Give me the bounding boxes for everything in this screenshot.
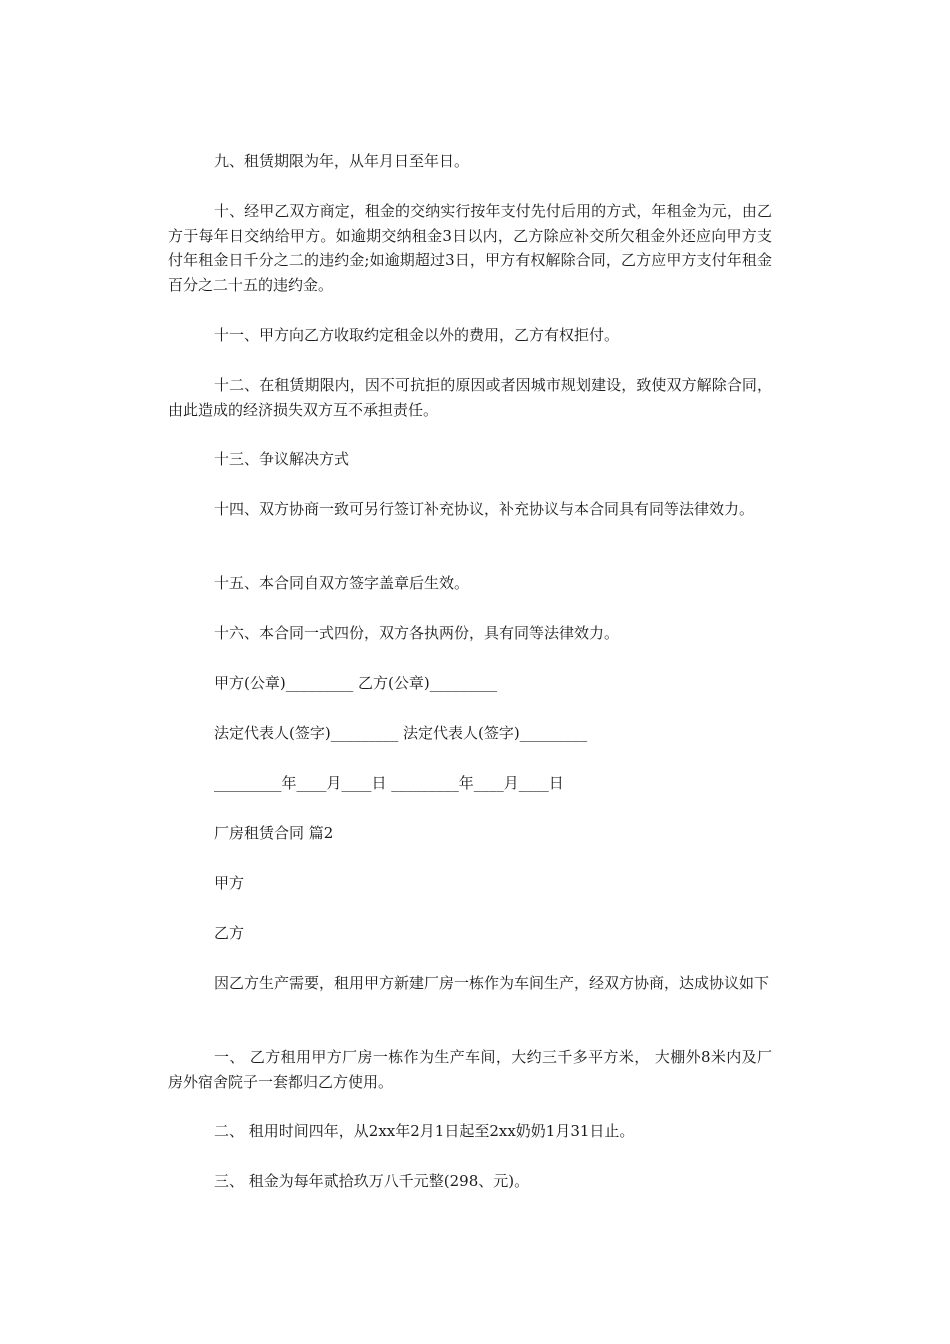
clause-16: 十六、本合同一式四份，双方各执两份，具有同等法律效力。 [214,624,620,642]
party-b-label: 乙方 [214,924,245,942]
party-a-label: 甲方 [214,874,245,892]
clause-12: 十二、在租赁期限内，因不可抗拒的原因或者因城市规划建设，致使双方解除合同，由此造成的经济损失双方互不承担责任。 [168,376,772,419]
signature-representative-line: 法定代表人(签字)_________ 法定代表人(签字)_________ [214,724,588,742]
clause-9: 九、租赁期限为年，从年月日至年日。 [214,152,470,170]
clause-14: 十四、双方协商一致可另行签订补充协议，补充协议与本合同具有同等法律效力。 [214,500,755,518]
article-2: 二、 租用时间四年，从2xx年2月1日起至2xx奶奶1月31日止。 [214,1122,635,1140]
clause-13: 十三、争议解决方式 [214,450,350,468]
preamble: 因乙方生产需要，租用甲方新建厂房一栋作为车间生产，经双方协商，达成协议如下 [214,974,770,992]
clause-15: 十五、本合同自双方签字盖章后生效。 [214,574,470,592]
clause-11: 十一、甲方向乙方收取约定租金以外的费用，乙方有权拒付。 [214,326,620,344]
clause-10: 十、经甲乙双方商定，租金的交纳实行按年支付先付后用的方式，年租金为元，由乙方于每年日交纳给甲方。如逾期交纳租金3日以内，乙方除应补交所欠租金外还应向甲方支付年租金日千分之二的违约金;如逾期超过3日，甲方有权解除合同，乙方应甲方支付年租金百分之二十五的违约金。 [168,202,772,294]
signature-date-line: _________年____月____日 _________年____月____日 [214,774,564,792]
signature-seal-line: 甲方(公章)_________ 乙方(公章)_________ [214,674,498,692]
section-title: 厂房租赁合同 篇2 [214,824,334,842]
article-1: 一、 乙方租用甲方厂房一栋作为生产车间，大约三千多平方米， 大棚外8米内及厂房外宿舍院子一套都归乙方使用。 [168,1048,772,1091]
article-3: 三、 租金为每年贰拾玖万八千元整(298、元)。 [214,1172,530,1190]
